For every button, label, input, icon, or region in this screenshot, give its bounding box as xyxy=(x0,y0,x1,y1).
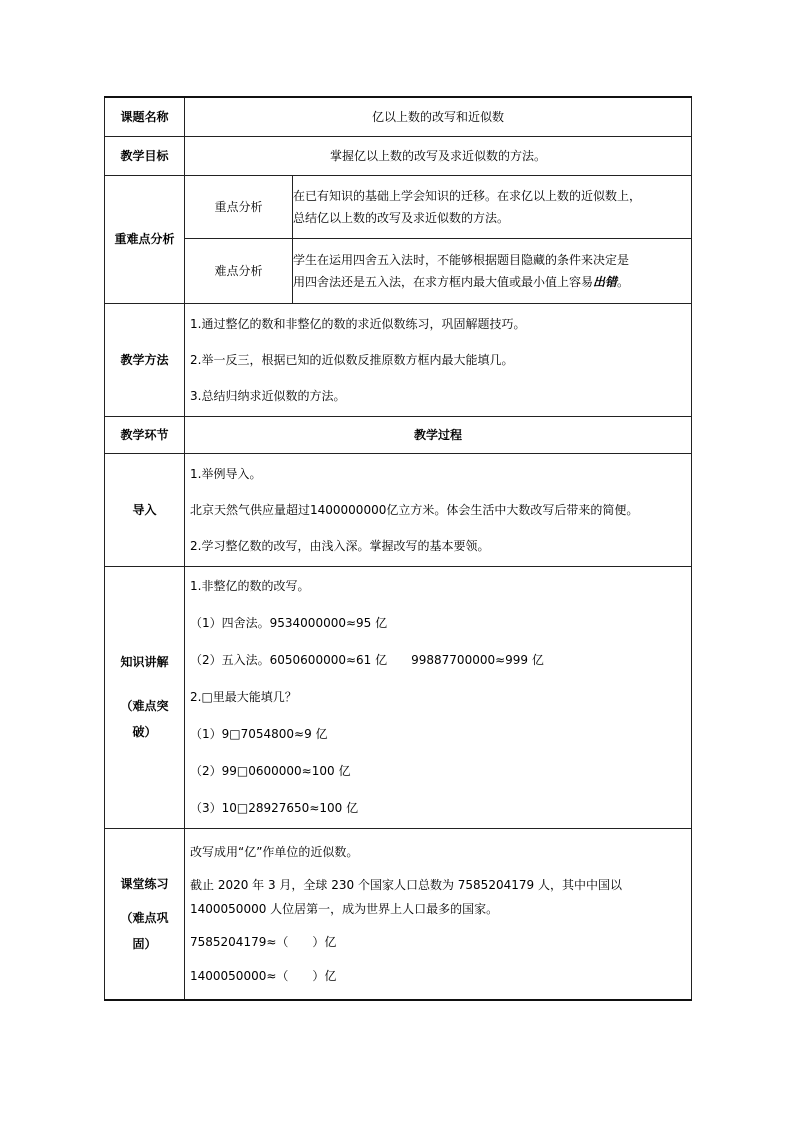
knowledge-sub-label: （难点突破） xyxy=(120,699,169,739)
row-practice xyxy=(105,828,692,1000)
process-label: 教学过程 xyxy=(185,416,692,453)
difficulty-label: 重难点分析 xyxy=(105,175,185,303)
intro-item: 1.举例导入。 xyxy=(190,466,262,481)
goal-label: 教学目标 xyxy=(105,136,185,175)
practice-sub-label: （难点巩固） xyxy=(120,910,169,951)
practice-label-cell xyxy=(105,828,185,1000)
hard-point-label: 难点分析 xyxy=(185,238,293,303)
hard-point-text xyxy=(293,238,692,303)
knowledge-text xyxy=(185,566,692,828)
knowledge-item: （2）五入法。6050600000≈61 亿 99887700000≈999 亿 xyxy=(190,652,544,667)
knowledge-item: （1）9□7054800≈9 亿 xyxy=(190,726,328,741)
topic-value: 亿以上数的改写和近似数 xyxy=(185,97,692,136)
intro-item: 北京天然气供应量超过1400000000亿立方米。体会生活中大数改写后带来的简便。 xyxy=(190,502,639,517)
method-text xyxy=(185,303,692,416)
knowledge-item: （1）四舍法。9534000000≈95 亿 xyxy=(190,615,388,630)
key-point-line: 在已有知识的基础上学会知识的迁移。在求亿以上数的近似数上， xyxy=(293,188,642,203)
practice-item: 1400050000≈（ ）亿 xyxy=(190,968,337,983)
method-label: 教学方法 xyxy=(105,303,185,416)
hard-point-line2-suffix: 。 xyxy=(617,274,630,289)
lesson-plan-table xyxy=(104,96,692,1001)
row-method xyxy=(105,303,692,416)
row-knowledge xyxy=(105,566,692,828)
row-intro xyxy=(105,453,692,566)
knowledge-item: 1.非整亿的数的改写。 xyxy=(190,578,310,593)
practice-item: 7585204179≈（ ）亿 xyxy=(190,934,337,949)
stage-label: 教学环节 xyxy=(105,416,185,453)
intro-text xyxy=(185,453,692,566)
row-key-point xyxy=(105,175,692,238)
hard-point-emphasis: 出错 xyxy=(593,274,618,289)
row-hard-point xyxy=(105,238,692,303)
intro-label: 导入 xyxy=(105,453,185,566)
practice-item: 改写成用“亿”作单位的近似数。 xyxy=(190,844,359,859)
practice-item: 1400050000 人位居第一，成为世界上人口最多的国家。 xyxy=(190,901,499,916)
goal-value: 掌握亿以上数的改写及求近似数的方法。 xyxy=(185,136,692,175)
knowledge-item: （2）99□0600000≈100 亿 xyxy=(190,763,351,778)
row-stage-header xyxy=(105,416,692,453)
key-point-text xyxy=(293,175,692,238)
topic-label: 课题名称 xyxy=(105,97,185,136)
key-point-line: 总结亿以上数的改写及求近似数的方法。 xyxy=(293,210,510,225)
method-item: 1.通过整亿的数和非整亿的数的求近似数练习，巩固解题技巧。 xyxy=(190,316,526,331)
key-point-label: 重点分析 xyxy=(185,175,293,238)
method-item: 3.总结归纳求近似数的方法。 xyxy=(190,388,346,403)
hard-point-line: 学生在运用四舍五入法时，不能够根据题目隐藏的条件来决定是 xyxy=(293,252,630,267)
practice-text xyxy=(185,828,692,1000)
row-topic xyxy=(105,97,692,136)
hard-point-line xyxy=(293,271,691,293)
knowledge-label-cell xyxy=(105,566,185,828)
knowledge-label: 知识讲解 xyxy=(120,655,169,669)
hard-point-line2-prefix: 用四舍法还是五入法，在求方框内最大值或最小值上容易 xyxy=(293,274,594,289)
row-goal xyxy=(105,136,692,175)
practice-item: 截止 2020 年 3 月，全球 230 个国家人口总数为 7585204179 人，其中中国以 xyxy=(190,877,622,892)
method-item: 2.举一反三，根据已知的近似数反推原数方框内最大能填几。 xyxy=(190,352,514,367)
knowledge-item: 2.□里最大能填几？ xyxy=(190,689,297,704)
knowledge-item: （3）10□28927650≈100 亿 xyxy=(190,800,359,815)
intro-item: 2.学习整亿数的改写，由浅入深。掌握改写的基本要领。 xyxy=(190,538,490,553)
practice-label: 课堂练习 xyxy=(120,876,169,891)
